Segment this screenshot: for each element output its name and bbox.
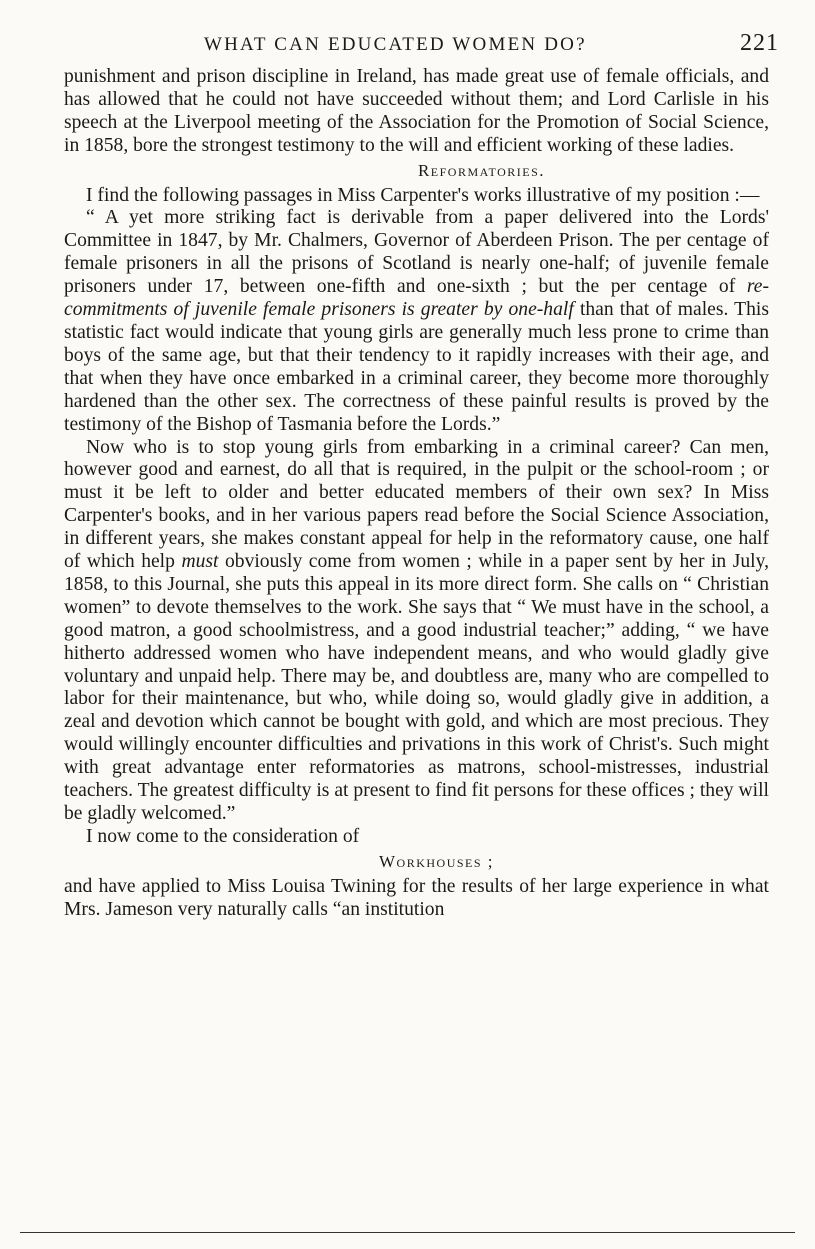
quote-start: “ A yet more striking fact is derivable from a paper delivered into the Lords' Committee in 1847, by Mr. Chalmers, Governor of Aberdeen Prison. The per centage of female prisoners in all the prisons of Scotland is nearly one-half; of juvenile female prisoners under 17, between one-fifth and one-sixth ; but the per centage of (64, 207, 769, 298)
body-text (64, 66, 769, 922)
reformatories-paragraph-3 (64, 437, 769, 826)
bottom-rule (20, 1232, 795, 1233)
quote-end: than that of males. This statistic fact would indicate that young girls are generally much less prone to crime than boys of the same age, but that their tendency to it rapidly increases with their age, and that when they have once embarked in a criminal career, they become more thoroughly hardened than the other sex. The correctness of these painful results is proved by the testimony of the Bishop of Tasmania before the Lords.” (64, 299, 769, 435)
section-heading-reformatories: Reformatories. (417, 160, 546, 180)
page (64, 30, 779, 922)
workhouses-paragraph-1: and have applied to Miss Louisa Twining for the results of her large experience in what Mrs. Jameson very naturally calls “an institution (64, 875, 769, 920)
para3-b: obviously come from women ; while in a paper sent by her in July, 1858, to this Journal, she puts this appeal in its more direct form. She calls on “ Christian women” to devote themselves to the work. She says that “ We must have in the school, a good matron, a good schoolmistress, and a good industrial teacher;” adding, “ we have hitherto addressed women who have independent means, and who would gladly give voluntary and unpaid help. There may be, and doubtless are, many who are compelled to labor for their maintenance, but who, while doing so, would gladly give in addition, a zeal and devotion which cannot be bought with gold, and which are most precious. They would willingly encounter difficulties and privations in this work of Christ's. Such might with great advantage enter reformatories as matrons, school-mistresses, industrial teachers. The greatest difficulty is at present to find fit persons for these offices ; they will be gladly welcomed.” (64, 551, 769, 824)
intro-paragraph: punishment and prison discipline in Ireland, has made great use of female officials, and has allowed that he could not have succeeded without them; and Lord Carlisle in his speech at the Liverpool meeting of the Association for the Promotion of Social Science, in 1858, bore the strongest testimony to the will and efficient working of these ladies. (64, 66, 769, 156)
para3-a: Now who is to stop young girls from embarking in a criminal career? Can men, however good and earnest, do all that is required, in the pulpit or the school-room ; or must it be left to older and better educated members of their own sex? In Miss Carpenter's books, and in her various papers read before the Social Science Association, in different years, she makes constant appeal for help in the reformatory cause, one half of which help (64, 436, 769, 573)
para3-italic: must (181, 551, 219, 573)
reformatories-quote (64, 207, 769, 436)
running-head (64, 30, 779, 66)
page-number: 221 (740, 30, 779, 56)
running-title: WHAT CAN EDUCATED WOMEN DO? (204, 34, 587, 55)
reformatories-paragraph-1: I find the following passages in Miss Carpenter's works illustrative of my position :— (86, 184, 760, 206)
reformatories-paragraph-4: I now come to the consideration of (86, 825, 360, 847)
quote-italic: re-commitments of juvenile female prisoners is greater by one-half (64, 276, 769, 321)
section-heading-workhouses: Workhouses ; (378, 851, 495, 871)
